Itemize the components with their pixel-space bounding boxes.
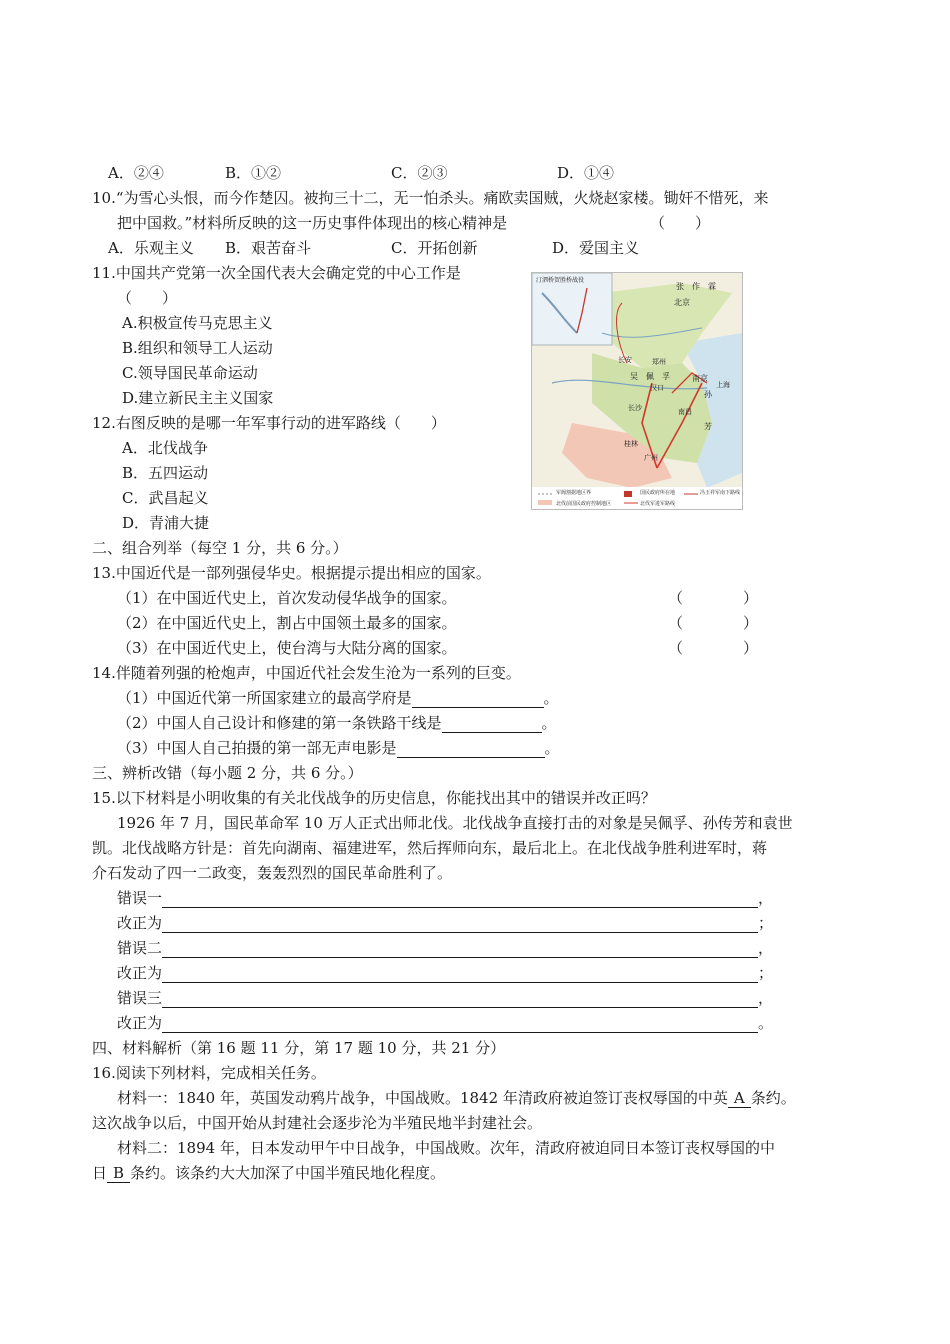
q16-blank-b[interactable]: B: [107, 1164, 130, 1183]
q16-material1-text: 材料一：1840 年，英国发动鸦片战争，中国战败。1842 年清政府被迫签订丧权辱国的中英: [117, 1089, 728, 1107]
q11-option-c: C.领导国民革命运动: [122, 364, 258, 382]
q16-material1-end: 条约。: [750, 1089, 796, 1107]
q14-item-1-end: 。: [543, 689, 559, 707]
map-label-nanchang: 南昌: [678, 408, 692, 416]
q13-item-1: （1）在中国近代史上，首次发动侵华战争的国家。: [117, 589, 457, 607]
q16-material1-line2: 这次战争以后，中国开始从封建社会逐步沦为半殖民地半封建社会。: [92, 1114, 543, 1132]
q15-row-fix-1: [117, 913, 773, 933]
q14-blank-2[interactable]: [442, 714, 542, 733]
q14-blank-1[interactable]: [412, 689, 544, 708]
q10-option-d: D．爱国主义: [552, 239, 640, 257]
map-label-zhangzuolin: 张 作 霖: [676, 282, 716, 291]
section2-title: 二、组合列举（每空 1 分，共 6 分。）: [92, 539, 348, 557]
map-legend-item: 军阀割据地区界: [556, 490, 592, 496]
q16-material2-text: 条约。该条约大大加深了中国半殖民地化程度。: [130, 1164, 446, 1182]
q13-paren-1: （ ）: [668, 589, 759, 607]
q10-option-a: A．乐观主义: [108, 239, 194, 257]
q16-stem: 16.阅读下列材料，完成相关任务。: [92, 1064, 326, 1082]
q10-answer-paren: （ ）: [650, 214, 711, 232]
q12-option-b: B．五四运动: [122, 464, 209, 482]
q16-material2-line1: 材料二：1894 年，日本发动甲午中日战争，中国战败。次年，清政府被迫同日本签订丧权辱国的中: [117, 1139, 775, 1157]
q15-row-label: 错误三: [117, 989, 163, 1007]
q15-row-error-1: [117, 888, 773, 908]
map-label-shanghai: 上海: [716, 381, 730, 389]
q15-row-end: ，: [758, 889, 774, 907]
q15-row-label: 改正为: [117, 914, 163, 932]
q15-answer-line[interactable]: [162, 964, 758, 983]
q15-row-fix-3: [117, 1013, 773, 1033]
q15-para-line1: 1926 年 7 月，国民革命军 10 万人正式出师北伐。北伐战争直接打击的对象是吴佩孚、孙传芳和袁世: [117, 814, 793, 832]
q9-option-d: D．①④: [557, 164, 615, 182]
q10-stem-line2: 把中国救。”材料所反映的这一历史事件体现出的核心精神是: [117, 214, 508, 232]
q15-para-line3: 介石发动了四一二政变，轰轰烈烈的国民革命胜利了。: [92, 864, 453, 882]
q15-row-end: ，: [758, 939, 774, 957]
q15-row-label: 错误二: [117, 939, 163, 957]
map-label-changsha: 长沙: [628, 404, 642, 412]
q10-option-b: B．艰苦奋斗: [225, 239, 312, 257]
q11-option-a: A.积极宣传马克思主义: [122, 314, 273, 332]
q11-option-b: B.组织和领导工人运动: [122, 339, 273, 357]
q11-answer-paren: （ ）: [117, 289, 178, 307]
map-label-luoyang: 郑州: [652, 358, 666, 366]
q14-item-3: [117, 738, 560, 758]
northern-expedition-map: [531, 272, 743, 510]
q12-option-a: A．北伐战争: [122, 439, 208, 457]
map-label-guangzhou: 广州: [644, 454, 658, 462]
map-legend-item: 北伐军进军路线: [640, 501, 676, 507]
q16-material1-line1: [117, 1088, 796, 1108]
map-inset-title: 汀泗桥贺胜桥战役: [536, 277, 585, 284]
q11-option-d: D.建立新民主主义国家: [122, 389, 274, 407]
q12-option-c: C．武昌起义: [122, 489, 209, 507]
q13-paren-3: （ ）: [668, 639, 759, 657]
map-label-nanjing: 南京: [692, 374, 708, 383]
q15-row-fix-2: [117, 963, 773, 983]
q15-answer-line[interactable]: [162, 989, 758, 1008]
map-legend-item: 北伐前国民政府控制地区: [556, 501, 612, 507]
q15-row-end: ，: [758, 989, 774, 1007]
map-label-beijing: 北京: [674, 298, 690, 307]
q14-item-1-text: （1）中国近代第一所国家建立的最高学府是: [117, 689, 412, 707]
q9-option-c: C．②③: [391, 164, 448, 182]
q10-option-c: C．开拓创新: [391, 239, 478, 257]
q14-item-1: [117, 688, 559, 708]
q14-item-3-text: （3）中国人自己拍摄的第一部无声电影是: [117, 739, 397, 757]
q16-material2-pre: 日: [92, 1164, 108, 1182]
q15-answer-line[interactable]: [162, 939, 758, 958]
q9-option-b: B．①②: [225, 164, 282, 182]
q15-row-end: 。: [758, 1014, 774, 1032]
q14-item-2-end: 。: [541, 714, 557, 732]
q12-stem: 12.右图反映的是哪一年军事行动的进军路线（ ）: [92, 414, 446, 432]
q14-item-2: [117, 713, 557, 733]
q15-row-end: ；: [758, 914, 774, 932]
q12-option-d: D．青浦大捷: [122, 514, 210, 532]
q14-stem: 14.伴随着列强的枪炮声，中国近代社会发生沧为一系列的巨变。: [92, 664, 521, 682]
q13-stem: 13.中国近代是一部列强侵华史。根据提示提出相应的国家。: [92, 564, 491, 582]
q13-item-3: （3）在中国近代史上，使台湾与大陆分离的国家。: [117, 639, 457, 657]
q15-row-error-3: [117, 988, 773, 1008]
q15-row-label: 改正为: [117, 964, 163, 982]
q13-paren-2: （ ）: [668, 614, 759, 632]
q9-option-a: A．②④: [108, 164, 164, 182]
map-label-sun: 孙: [704, 390, 712, 399]
q15-row-label: 错误一: [117, 889, 163, 907]
q15-answer-line[interactable]: [162, 914, 758, 933]
q16-material2-line2: [92, 1163, 445, 1183]
q15-para-line2: 凯。北伐战略方针是：首先向湖南、福建进军，然后挥师向东，最后北上。在北伐战争胜利进军时，蒋: [92, 839, 768, 857]
q14-item-3-end: 。: [544, 739, 560, 757]
q13-item-2: （2）在中国近代史上，割占中国领土最多的国家。: [117, 614, 457, 632]
map-legend-item: 国民政府所在地: [640, 490, 676, 496]
q10-stem-line1: 10.“为雪心头恨，而今作楚囚。被拘三十二，无一怕杀头。痛欧卖国贼，火烧赵家楼。锄奸不惜死，来: [92, 189, 769, 207]
q11-stem: 11.中国共产党第一次全国代表大会确定党的中心工作是: [92, 264, 461, 282]
q15-answer-line[interactable]: [162, 889, 758, 908]
q16-blank-a[interactable]: A: [728, 1089, 751, 1108]
map-label-wuhan: 汉口: [650, 384, 664, 392]
section3-title: 三、辨析改错（每小题 2 分，共 6 分。）: [92, 764, 363, 782]
q14-blank-3[interactable]: [397, 739, 545, 758]
map-label-fang: 芳: [704, 422, 712, 431]
q15-stem: 15.以下材料是小明收集的有关北伐战争的历史信息，你能找出其中的错误并改正吗？: [92, 789, 656, 807]
map-label-guilin: 桂林: [624, 440, 638, 448]
map-label-xian: 长安: [618, 356, 632, 364]
q15-row-label: 改正为: [117, 1014, 163, 1032]
q15-answer-line[interactable]: [162, 1014, 758, 1033]
q15-row-error-2: [117, 938, 773, 958]
q15-row-end: ；: [758, 964, 774, 982]
q14-item-2-text: （2）中国人自己设计和修建的第一条铁路干线是: [117, 714, 442, 732]
map-legend-item: 冯玉祥军南下路线: [700, 490, 741, 496]
section4-title: 四、材料解析（第 16 题 11 分，第 17 题 10 分，共 21 分）: [92, 1039, 506, 1057]
map-label-wupeifu: 吴 佩 孚: [630, 372, 670, 381]
